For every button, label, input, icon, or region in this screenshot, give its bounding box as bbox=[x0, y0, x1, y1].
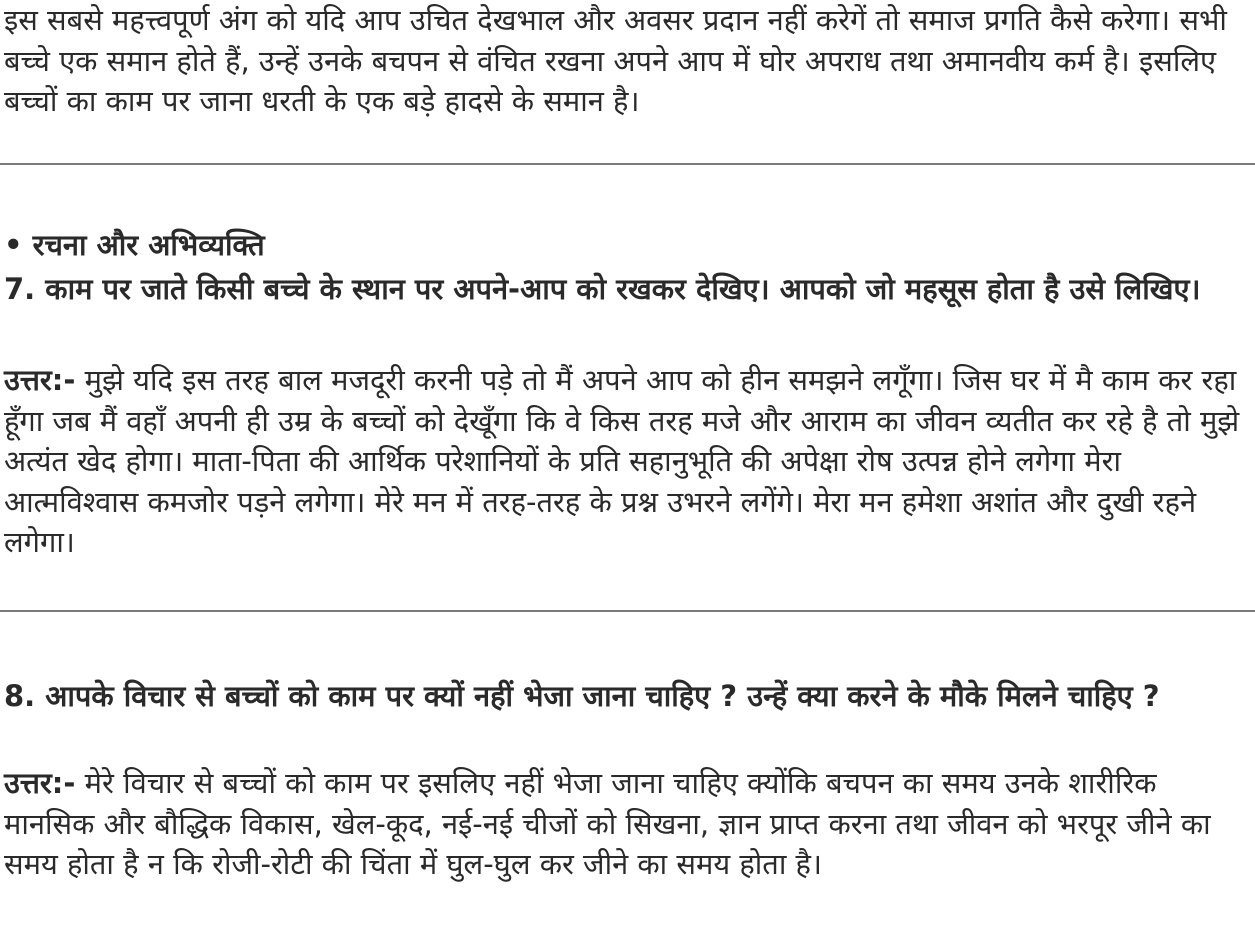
answer-8 bbox=[4, 763, 1254, 885]
intro-paragraph: इस सबसे महत्त्वपूर्ण अंग को यदि आप उचित देखभाल और अवसर प्रदान नहीं करेगें तो समाज प्रगति कैसे करेगा। सभी बच्चे एक समान होते हैं, उन्हें उनके बचपन से वंचित रखना अपने आप में घोर अपराध तथा अमानवीय कर्म है। इसलिए बच्चों का काम पर जाना धरती के एक बड़े हादसे के समान है। bbox=[4, 3, 1227, 118]
question-7: 7. काम पर जाते किसी बच्चे के स्थान पर अपने-आप को रखकर देखिए। आपको जो महसूस होता है उसे लिखिए। bbox=[4, 272, 1201, 306]
section-heading: • रचना और अभिव्यक्ति bbox=[4, 228, 265, 262]
answer-8-text: मेरे विचार से बच्चों को काम पर इसलिए नहीं भेजा जाना चाहिए क्योंकि बचपन का समय उनके शारीरिक मानसिक और बौद्धिक विकास, खेल-कूद, नई-नई चीजों को सिखना, ज्ञान प्राप्त करना तथा जीवन को भरपूर जीने का समय होता है न कि रोजी-रोटी की चिंता में घुल-घुल कर जीने का समय होता है। bbox=[4, 766, 1211, 881]
answer-7-text: मुझे यदि इस तरह बाल मजदूरी करनी पड़े तो मैं अपने आप को हीन समझने लगूँगा। जिस घर में मै काम कर रहा हूँगा जब मैं वहाँ अपनी ही उम्र के बच्चों को देखूँगा कि वे किस तरह मजे और आराम का जीवन व्यतीत कर रहे है तो मुझे अत्यंत खेद होगा। माता-पिता की आर्थिक परेशानियों के प्रति सहानुभूति की अपेक्षा रोष उत्पन्न होने लगेगा मेरा आत्मविश्वास कमजोर पड़ने लगेगा। मेरे मन में तरह-तरह के प्रश्न उभरने लगेंगे। मेरा मन हमेशा अशांत और दुखी रहने लगेगा। bbox=[4, 363, 1240, 559]
answer-7 bbox=[4, 360, 1254, 563]
answer-label: उत्तर:- bbox=[4, 766, 76, 800]
section-divider bbox=[0, 163, 1255, 165]
question-8: 8. आपके विचार से बच्चों को काम पर क्यों नहीं भेजा जाना चाहिए ? उन्हें क्या करने के मौके मिलने चाहिए ? bbox=[4, 679, 1160, 713]
answer-label: उत्तर:- bbox=[4, 363, 76, 397]
section-divider bbox=[0, 610, 1255, 612]
